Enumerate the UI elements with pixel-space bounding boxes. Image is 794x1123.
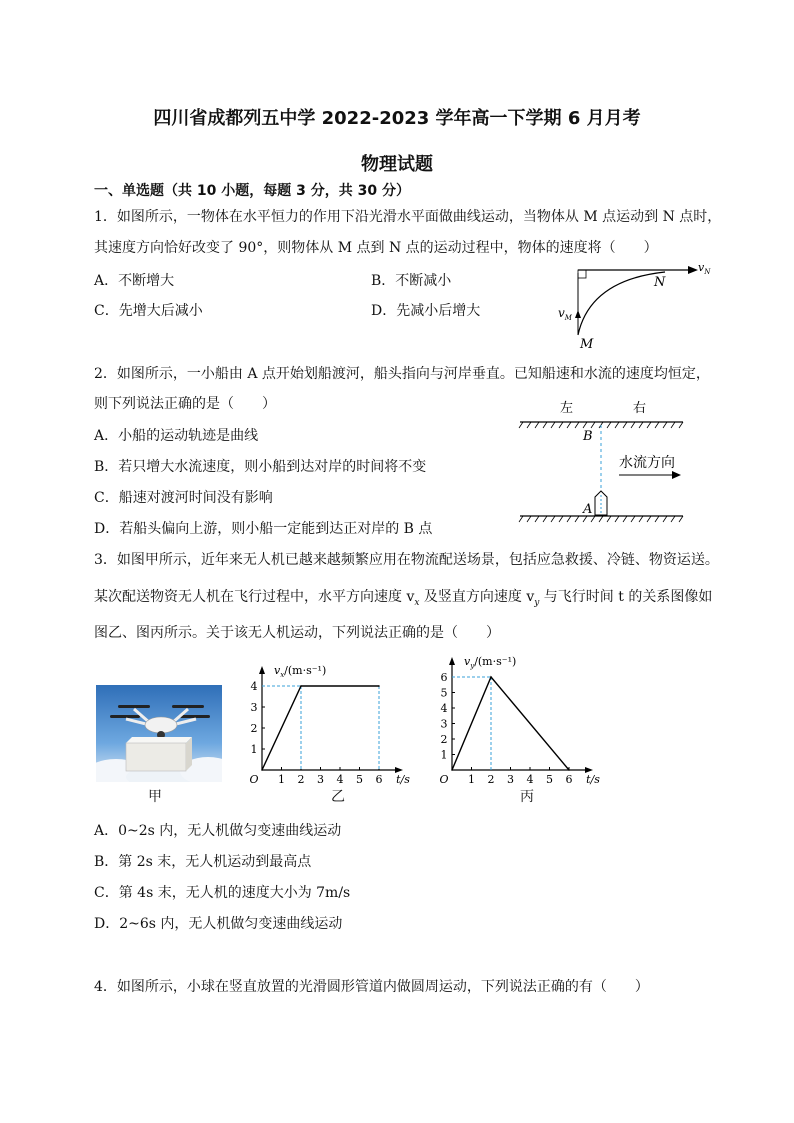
q1-option-a: A．不断增大 <box>94 273 175 289</box>
page-subtitle: 物理试题 <box>361 154 433 175</box>
x-tick-label: 2 <box>297 773 305 786</box>
q3-stem-line2: 某次配送物资无人机在飞行过程中，水平方向速度 $v_x$ 及竖直方向速度 $v_y$ 与飞行时间 t 的关系图像如 <box>94 589 713 608</box>
chart-vy <box>430 652 615 787</box>
q1-stem-line1: 1．如图所示，一物体在水平恒力的作用下沿光滑水平面做曲线运动，当物体从 M 点运动到 N 点时， <box>94 209 722 225</box>
right-angle-mark <box>578 270 586 278</box>
page-title: 四川省成都列五中学 2022-2023 学年高一下学期 6 月月考 <box>153 108 641 129</box>
q2-stem-line1: 2．如图所示，一小船由 A 点开始划船渡河，船头指向与河岸垂直。已知船速和水流的速度均恒定， <box>94 366 710 382</box>
y-tick-label: 4 <box>250 680 258 693</box>
data-point <box>300 685 302 687</box>
x-tick-label: 5 <box>356 773 363 786</box>
chart-vx <box>240 652 420 787</box>
x-tick-label: O <box>439 773 449 786</box>
q2-option-a: A．小船的运动轨迹是曲线 <box>94 428 259 444</box>
q1-stem-line2: 其速度方向恰好改变了 90°，则物体从 M 点到 N 点的运动过程中，物体的速度将（ ） <box>94 240 658 256</box>
x-tick-label: 4 <box>526 773 534 786</box>
label-left: 左 <box>560 401 574 416</box>
vm-arrowhead <box>575 310 581 318</box>
section-heading: 一、单选题（共 10 小题，每题 3 分，共 30 分） <box>94 183 410 199</box>
bottom-bank-hatch <box>519 516 683 522</box>
y-tick-label: 3 <box>440 717 448 731</box>
x-tick-label: 3 <box>507 773 514 786</box>
y-tick-label: 4 <box>440 702 448 715</box>
x-tick-label: O <box>249 773 259 786</box>
fig-label-jia: 甲 <box>148 789 162 805</box>
vm-label: $v_M$ <box>558 306 572 322</box>
series-line <box>452 677 569 770</box>
data-point <box>568 769 570 771</box>
q1-option-c: C．先增大后减小 <box>94 303 203 319</box>
q3-option-a: A．0~2s 内，无人机做匀变速曲线运动 <box>94 823 342 839</box>
cargo-box <box>126 737 192 771</box>
y-tick-label: 1 <box>250 743 258 756</box>
y-axis-label: $v_y/(m\cdot s^{-1})$ <box>464 655 517 670</box>
flow-label: 水流方向 <box>619 455 675 471</box>
vn-label: $v_N$ <box>698 261 711 276</box>
data-point <box>490 676 492 678</box>
y-tick-label: 1 <box>440 748 448 762</box>
x-axis-label: t/s <box>586 773 600 786</box>
y-tick-label: 2 <box>250 722 258 735</box>
fig-label-bing: 丙 <box>520 789 534 805</box>
label-m: M <box>580 337 594 352</box>
q2-option-d: D．若船头偏向上游，则小船一定能到达正对岸的 B 点 <box>94 521 433 537</box>
series-line <box>262 686 379 770</box>
q1-option-b: B．不断减小 <box>371 273 452 289</box>
y-axis-arrow <box>449 657 455 665</box>
flow-arrowhead <box>672 471 681 479</box>
q4-stem-line1: 4．如图所示，小球在竖直放置的光滑圆形管道内做圆周运动，下列说法正确的有（ ） <box>94 979 649 995</box>
q3-stem-line1: 3．如图甲所示，近年来无人机已越来越频繁应用在物流配送场景，包括应急救援、冷链、物资运送。 <box>94 552 719 568</box>
q1-figure <box>550 255 720 355</box>
label-n: N <box>654 275 666 290</box>
vn-arrowhead <box>688 266 698 274</box>
x-tick-label: 6 <box>375 773 383 786</box>
q3-stem-line3: 图乙、图丙所示。关于该无人机运动，下列说法正确的是（ ） <box>94 625 500 641</box>
y-axis-label: $v_x/(m\cdot s^{-1})$ <box>274 664 327 679</box>
q2-option-c: C．船速对渡河时间没有影响 <box>94 490 273 506</box>
label-a: A <box>583 502 593 517</box>
data-point <box>378 685 380 687</box>
curve-path <box>578 272 665 335</box>
x-tick-label: 4 <box>336 773 344 786</box>
q2-figure <box>515 395 690 530</box>
q2-stem-line2: 则下列说法正确的是（ ） <box>94 396 276 412</box>
label-right: 右 <box>633 401 647 416</box>
y-tick-label: 6 <box>440 671 448 684</box>
y-tick-label: 2 <box>440 733 448 746</box>
data-point <box>261 769 263 771</box>
y-tick-label: 5 <box>440 686 448 700</box>
drone-photo <box>96 685 222 782</box>
x-tick-label: 5 <box>546 773 553 786</box>
x-tick-label: 1 <box>278 773 285 786</box>
label-b: B <box>583 429 593 444</box>
q3-option-b: B．第 2s 末，无人机运动到最高点 <box>94 854 312 870</box>
x-tick-label: 1 <box>468 773 475 786</box>
q1-option-d: D．先减小后增大 <box>371 303 481 319</box>
x-tick-label: 6 <box>565 773 573 786</box>
y-axis-arrow <box>259 666 265 674</box>
x-tick-label: 3 <box>317 773 324 786</box>
q2-option-b: B．若只增大水流速度，则小船到达对岸的时间将不变 <box>94 459 427 475</box>
fig-label-yi: 乙 <box>331 789 345 805</box>
y-tick-label: 3 <box>250 701 258 714</box>
data-point <box>451 769 453 771</box>
x-tick-label: 2 <box>487 773 495 786</box>
x-axis-label: t/s <box>396 773 410 786</box>
q3-option-c: C．第 4s 末，无人机的速度大小为 7m/s <box>94 885 351 901</box>
q3-option-d: D．2~6s 内，无人机做匀变速曲线运动 <box>94 916 343 932</box>
